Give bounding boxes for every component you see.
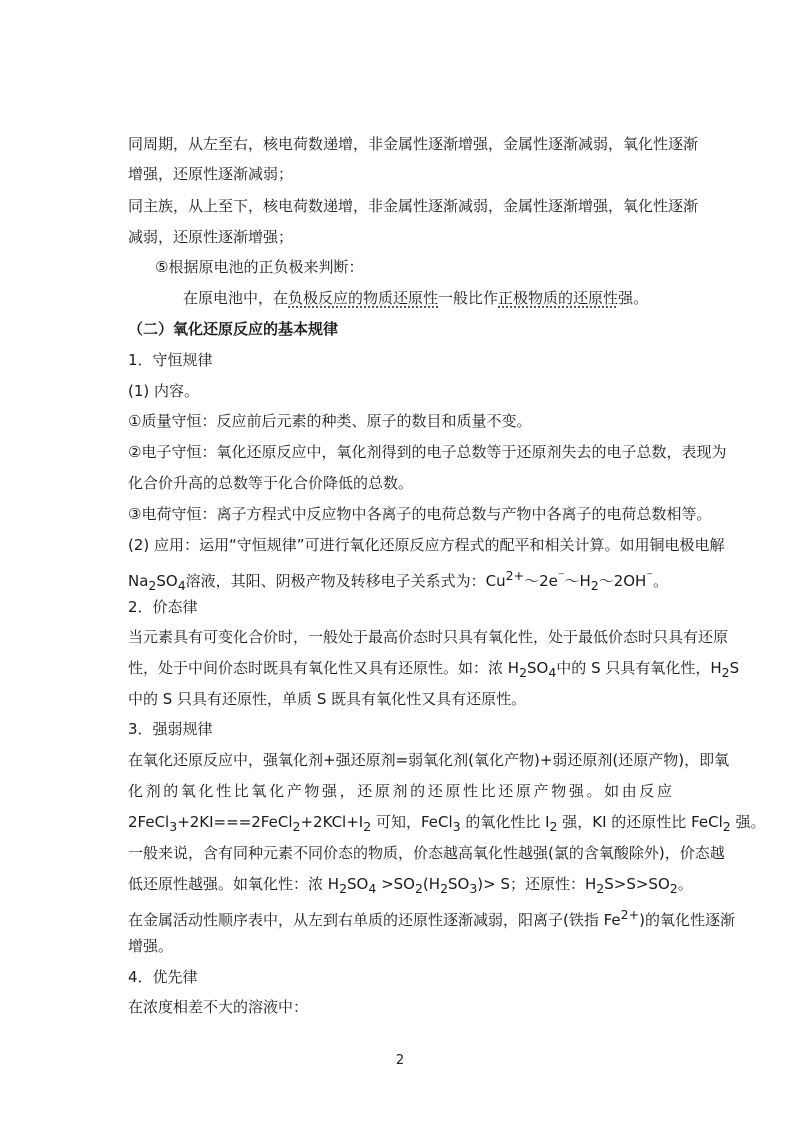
text-line: $Na_2SO_4$溶液，其阳、阴极产物及转移电子关系式为：$Cu^{2+}\sim 2e^{^-}\sim H_2\sim 2OH^{^-}$。 [128,568,668,593]
text-line: ②电子守恒：氧化还原反应中，氧化剂得到的电子总数等于还原剂失去的电子总数，表现为 [128,443,727,461]
subsection-heading: 2．价态律 [128,598,198,616]
text-line: 增强，还原性逐渐减弱； [128,165,294,183]
text-line: 化剂的氧化性比氧化产物强，还原剂的还原性比还原产物强。如由反应 [128,782,672,800]
text-line: ③电荷守恒：离子方程式中反应物中各离子的电荷总数与产物中各离子的电荷总数相等。 [128,505,712,523]
text-line: (1) 内容。 [128,382,200,400]
section-heading: （二）氧化还原反应的基本规律 [128,320,339,338]
text-line: 在金属活动性顺序表中，从左到右单质的还原性逐渐减弱，阳离子(铁指 $Fe^{2+}$)的氧化性逐渐 [128,907,735,929]
text-line: 在原电池中，在负极反应的物质还原性一般比作正极物质的还原性强。 [183,289,649,307]
text-line: 低还原性越强。如氧化性：浓 $H_2SO_4 >SO_2(H_2SO_3)> S$；还原性：$H_2S>S>SO_2$。 [128,875,693,896]
page-number: 2 [395,1053,405,1068]
text-line: 在浓度相差不大的溶液中： [128,998,309,1016]
text-line: 同主族，从上至下，核电荷数递增，非金属性逐渐减弱，金属性逐渐增强，氧化性逐渐 [128,197,699,215]
text-line: 当元素具有可变化合价时，一般处于最高价态时只具有氧化性，处于最低价态时只具有还原 [128,628,729,646]
text-line: ①质量守恒：反应前后元素的种类、原子的数目和质量不变。 [128,412,532,430]
text-line: 同周期，从左至右，核电荷数递增，非金属性逐渐增强，金属性逐渐减弱，氧化性逐渐 [128,135,699,153]
subsection-heading: 4．优先律 [128,968,198,986]
text-line: 减弱，还原性逐渐增强； [128,228,294,246]
subsection-heading: 3．强弱规律 [128,720,213,738]
text-line: 一般来说，含有同种元素不同价态的物质，价态越高氧化性越强(氯的含氧酸除外)，价态越 [128,844,725,862]
text-line: (2) 应用：运用“守恒规律”可进行氧化还原反应方程式的配平和相关计算。如用铜电极电解 [128,536,725,554]
text-line: $2FeCl_3+2KI===2FeCl_2+2KCl+I_2$ 可知，FeCl$_3$ 的氧化性比 $I_2$ 强，KI 的还原性比 FeCl$_2$ 强。 [128,813,766,834]
text-line: 中的 S 只具有还原性，单质 S 既具有氧化性又具有还原性。 [128,690,527,708]
text-line: 在氧化还原反应中，强氧化剂+强还原剂=弱氧化剂(氧化产物)+弱还原剂(还原产物)，即氧 [128,751,730,769]
subsection-heading: 1．守恒规律 [128,351,213,369]
text-line: ⑤根据原电池的正负极来判断： [155,258,364,276]
text-line: 增强。 [128,937,174,955]
text-line: 化合价升高的总数等于化合价降低的总数。 [128,474,414,492]
text-line: 性，处于中间价态时既具有氧化性又具有还原性。如：浓 $H_2SO_4$中的 S 只具有氧化性，$H_2S$ [128,659,740,680]
